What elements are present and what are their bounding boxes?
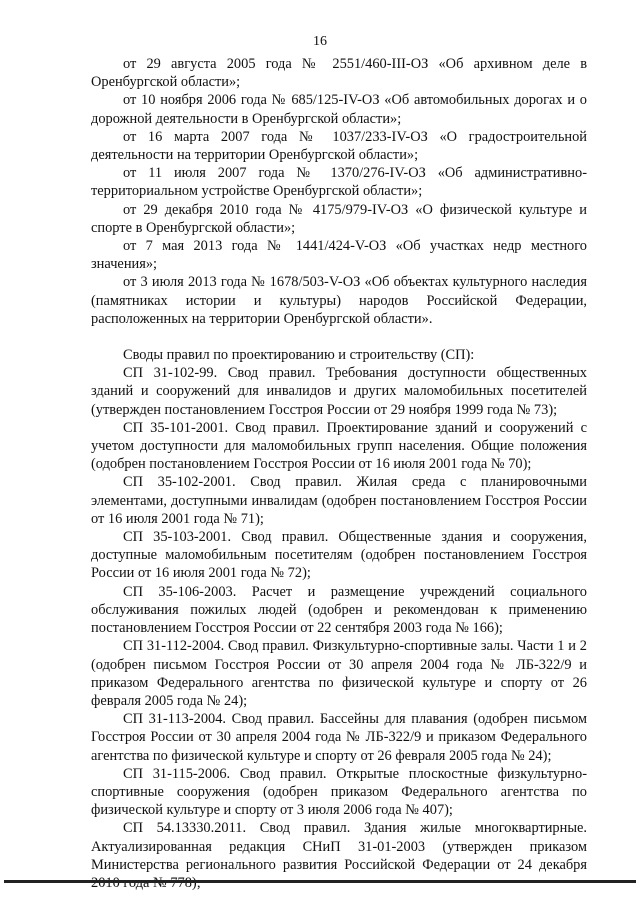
- rule-item: СП 35-101-2001. Свод правил. Проектирование зданий и сооружений с учетом доступности для маломобильных групп населения. Общие положения (одобрен постановлением Госстроя России от 16 июля 2001 года № 70);: [91, 419, 587, 473]
- regional-laws-list: [91, 55, 587, 328]
- rules-heading: Своды правил по проектированию и строительству (СП):: [123, 347, 475, 364]
- law-item: от 7 мая 2013 года № 1441/424-V-ОЗ «Об участках недр местного значения»;: [91, 238, 587, 273]
- scan-edge-line: [4, 880, 636, 883]
- law-item: от 11 июля 2007 года № 1370/276-IV-ОЗ «Об административно-территориальном устройстве Оренбургской области»;: [91, 165, 587, 200]
- rule-item: СП 31-115-2006. Свод правил. Открытые плоскостные физкультурно-спортивные сооружения (одобрен приказом Федерального агентства по физической культуре и спорту от 3 июля 2006 года № 407);: [91, 765, 587, 819]
- law-item: от 29 декабря 2010 года № 4175/979-IV-ОЗ «О физической культуре и спорте в Оренбургской области»;: [91, 201, 587, 236]
- page-number: 16: [313, 34, 327, 49]
- rule-item: СП 31-102-99. Свод правил. Требования доступности общественных зданий и сооружений для инвалидов и других маломобильных посетителей (утвержден постановлением Госстроя России от 29 ноября 1999 года № 73);: [91, 365, 587, 418]
- rule-item: СП 35-106-2003. Расчет и размещение учреждений социального обслуживания пожилых людей (одобрен и рекомендован к применению постановлением Госстроя России от 22 сентября 2003 года № 166);: [91, 583, 587, 637]
- building-rules-list: [91, 364, 587, 892]
- rule-item: СП 31-112-2004. Свод правил. Физкультурно-спортивные залы. Части 1 и 2 (одобрен письмом Госстроя России от 30 апреля 2004 года № ЛБ-322/9 и приказом Федерального агентства по физической культуре и спорту от 26 февраля 2005 года № 24);: [91, 638, 587, 709]
- law-item: от 10 ноября 2006 года № 685/125-IV-ОЗ «Об автомобильных дорогах и о дорожной деятельности в Оренбургской области»;: [91, 92, 587, 127]
- law-item: от 29 августа 2005 года № 2551/460-III-ОЗ «Об архивном деле в Оренбургской области»;: [91, 56, 587, 91]
- rule-item: СП 35-103-2001. Свод правил. Общественные здания и сооружения, доступные маломобильным посетителям (одобрен постановлением Госстроя России от 16 июля 2001 года № 72);: [91, 529, 587, 582]
- law-item: от 3 июля 2013 года № 1678/503-V-ОЗ «Об объектах культурного наследия (памятниках истории и культуры) народов Российской Федерации, расположенных на территории Оренбургской области».: [91, 274, 587, 327]
- section-spacer: [91, 328, 587, 346]
- rule-item: СП 35-102-2001. Свод правил. Жилая среда с планировочными элементами, доступными инвалидам (одобрен постановлением Госстроя России от 16 июля 2001 года № 71);: [91, 474, 587, 527]
- rule-item: СП 54.13330.2011. Свод правил. Здания жилые многоквартирные. Актуализированная редакция СНиП 31-01-2003 (утвержден приказом Министерства регионального развития Российской Федерации от 24 декабря: [91, 820, 587, 873]
- law-item: от 16 марта 2007 года № 1037/233-IV-ОЗ «О градостроительной деятельности на территории Оренбургской области»;: [91, 128, 587, 164]
- rule-item: СП 31-113-2004. Свод правил. Бассейны для плавания (одобрен письмом Госстроя России от 30 апреля 2004 года № ЛБ-322/9 и приказом Федерального агентства по физической культуре и спорту от 26 февраля 2005 года № 24);: [91, 711, 587, 764]
- document-body: [91, 55, 587, 892]
